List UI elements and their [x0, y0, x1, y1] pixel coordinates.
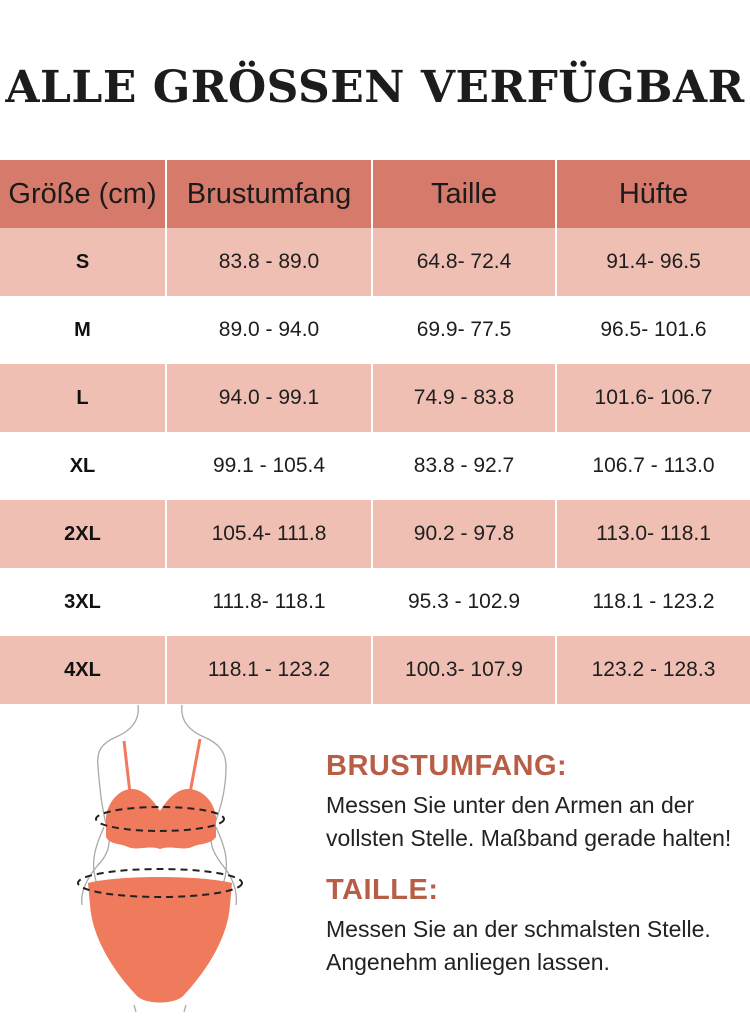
- bust-text-line: Messen Sie unter den Armen an der: [326, 792, 695, 818]
- bikini-top: [106, 789, 216, 849]
- table-row: [0, 500, 750, 568]
- waist-text-line: Messen Sie an der schmalsten Stelle.: [326, 916, 711, 942]
- waist-cell: 100.3- 107.9: [372, 636, 556, 704]
- header-size: Größe (cm): [0, 160, 166, 228]
- bikini-figure-illustration: [60, 705, 260, 1012]
- hip-cell: 101.6- 106.7: [556, 364, 750, 432]
- hip-cell: 91.4- 96.5: [556, 228, 750, 296]
- bust-cell: 89.0 - 94.0: [166, 296, 372, 364]
- bust-description: [326, 789, 750, 855]
- waist-cell: 64.8- 72.4: [372, 228, 556, 296]
- size-cell: L: [0, 364, 166, 432]
- table-row: [0, 296, 750, 364]
- bikini-bottom: [88, 877, 232, 1003]
- table-row: [0, 364, 750, 432]
- waist-text-line: Angenehm anliegen lassen.: [326, 949, 610, 975]
- bust-heading: BRUSTUMFANG:: [326, 750, 568, 782]
- size-cell: M: [0, 296, 166, 364]
- hip-cell: 118.1 - 123.2: [556, 568, 750, 636]
- bust-cell: 99.1 - 105.4: [166, 432, 372, 500]
- waist-cell: 83.8 - 92.7: [372, 432, 556, 500]
- hip-cell: 96.5- 101.6: [556, 296, 750, 364]
- bust-cell: 111.8- 118.1: [166, 568, 372, 636]
- hip-cell: 113.0- 118.1: [556, 500, 750, 568]
- hip-cell: 106.7 - 113.0: [556, 432, 750, 500]
- bust-cell: 105.4- 111.8: [166, 500, 372, 568]
- table-row: [0, 228, 750, 296]
- bust-text-line: vollsten Stelle. Maßband gerade halten!: [326, 825, 732, 851]
- waist-cell: 74.9 - 83.8: [372, 364, 556, 432]
- table-header-row: [0, 160, 750, 228]
- header-bust: Brustumfang: [166, 160, 372, 228]
- bikini-straps: [124, 739, 200, 793]
- header-waist: Taille: [372, 160, 556, 228]
- size-chart-table: [0, 160, 750, 704]
- size-cell: 3XL: [0, 568, 166, 636]
- size-cell: XL: [0, 432, 166, 500]
- size-cell: 2XL: [0, 500, 166, 568]
- bust-instructions: [326, 750, 750, 855]
- bust-cell: 83.8 - 89.0: [166, 228, 372, 296]
- hip-cell: 123.2 - 128.3: [556, 636, 750, 704]
- page-title: ALLE GRÖSSEN VERFÜGBAR: [5, 62, 745, 113]
- table-row: [0, 432, 750, 500]
- table-row: [0, 636, 750, 704]
- table-row: [0, 568, 750, 636]
- header-hip: Hüfte: [556, 160, 750, 228]
- size-cell: S: [0, 228, 166, 296]
- waist-instructions: [326, 874, 750, 979]
- waist-cell: 95.3 - 102.9: [372, 568, 556, 636]
- waist-description: [326, 913, 750, 979]
- waist-cell: 69.9- 77.5: [372, 296, 556, 364]
- bust-cell: 118.1 - 123.2: [166, 636, 372, 704]
- bust-cell: 94.0 - 99.1: [166, 364, 372, 432]
- waist-heading: TAILLE:: [326, 874, 439, 906]
- size-cell: 4XL: [0, 636, 166, 704]
- waist-cell: 90.2 - 97.8: [372, 500, 556, 568]
